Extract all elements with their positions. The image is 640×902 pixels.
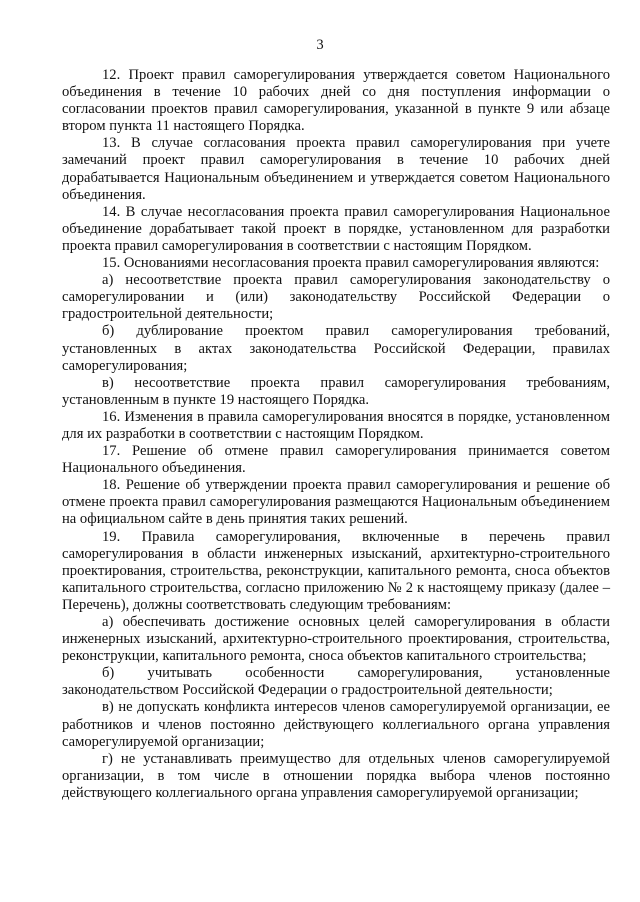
page-number: 3 — [316, 37, 324, 53]
paragraph-12: 12. Проект правил саморегулирования утверждается советом Национального объединения в течение 10 рабочих дней со дня поступления информации о согласовании проектов правил саморегулирования, указанной в пункте 9 или абзаце втором пункта 11 настоящего Порядка. — [62, 67, 610, 135]
document-body — [62, 67, 610, 802]
paragraph-16: 16. Изменения в правила саморегулирования вносятся в порядке, установленном для их разработки в соответствии с настоящим Порядком. — [62, 408, 610, 442]
paragraph-14: 14. В случае несогласования проекта правил саморегулирования Национальное объединение дорабатывает такой проект в порядке, установленном для разработки проекта правил саморегулирования в соответствии с настоящим Порядком. — [62, 203, 610, 254]
paragraph-13: 13. В случае согласования проекта правил саморегулирования при учете замечаний проект правил саморегулирования в течение 10 рабочих дней дорабатывается Национальным объединением и утверждается советом Национального объединения. — [62, 135, 610, 203]
paragraph-17: 17. Решение об отмене правил саморегулирования принимается советом Национального объединения. — [62, 443, 610, 477]
paragraph-15-a: а) несоответствие проекта правил саморегулирования законодательству о саморегулировании и (или) законодательству Российской Федерации о градостроительной деятельности; — [62, 272, 610, 323]
paragraph-19-b: б) учитывать особенности саморегулирования, установленные законодательством Российской Федерации о градостроительной деятельности; — [62, 665, 610, 699]
paragraph-19-g: г) не устанавливать преимущество для отдельных членов саморегулируемой организации, в том числе в отношении порядка выбора членов постоянно действующего коллегиального органа управления саморегулируемой организации; — [62, 750, 610, 801]
paragraph-15-b: б) дублирование проектом правил саморегулирования требований, установленных в актах законодательства Российской Федерации, правилах саморегулирования; — [62, 323, 610, 374]
paragraph-15-v: в) несоответствие проекта правил саморегулирования требованиям, установленным в пункте 19 настоящего Порядка. — [62, 374, 610, 408]
paragraph-19-a: а) обеспечивать достижение основных целей саморегулирования в области инженерных изысканий, архитектурно-строительного проектирования, строительства, реконструкции, капитального ремонта, сноса объектов капитального строительства; — [62, 614, 610, 665]
paragraph-18: 18. Решение об утверждении проекта правил саморегулирования и решение об отмене проекта правил саморегулирования размещаются Национальным объединением на официальном сайте в день принятия таких решений. — [62, 477, 610, 528]
paragraph-19-v: в) не допускать конфликта интересов членов саморегулируемой организации, ее работников и членов постоянно действующего коллегиального органа управления саморегулируемой организации; — [62, 699, 610, 750]
paragraph-19: 19. Правила саморегулирования, включенные в перечень правил саморегулирования в области инженерных изысканий, архитектурно-строительного проектирования, строительства, реконструкции, капитального ремонта, сноса объектов капитального строительства, согласно приложению № 2 к настоящему приказу (далее – Перечень), должны соответствовать следующим требованиям: — [62, 528, 610, 613]
paragraph-15: 15. Основаниями несогласования проекта правил саморегулирования являются: — [102, 255, 600, 272]
